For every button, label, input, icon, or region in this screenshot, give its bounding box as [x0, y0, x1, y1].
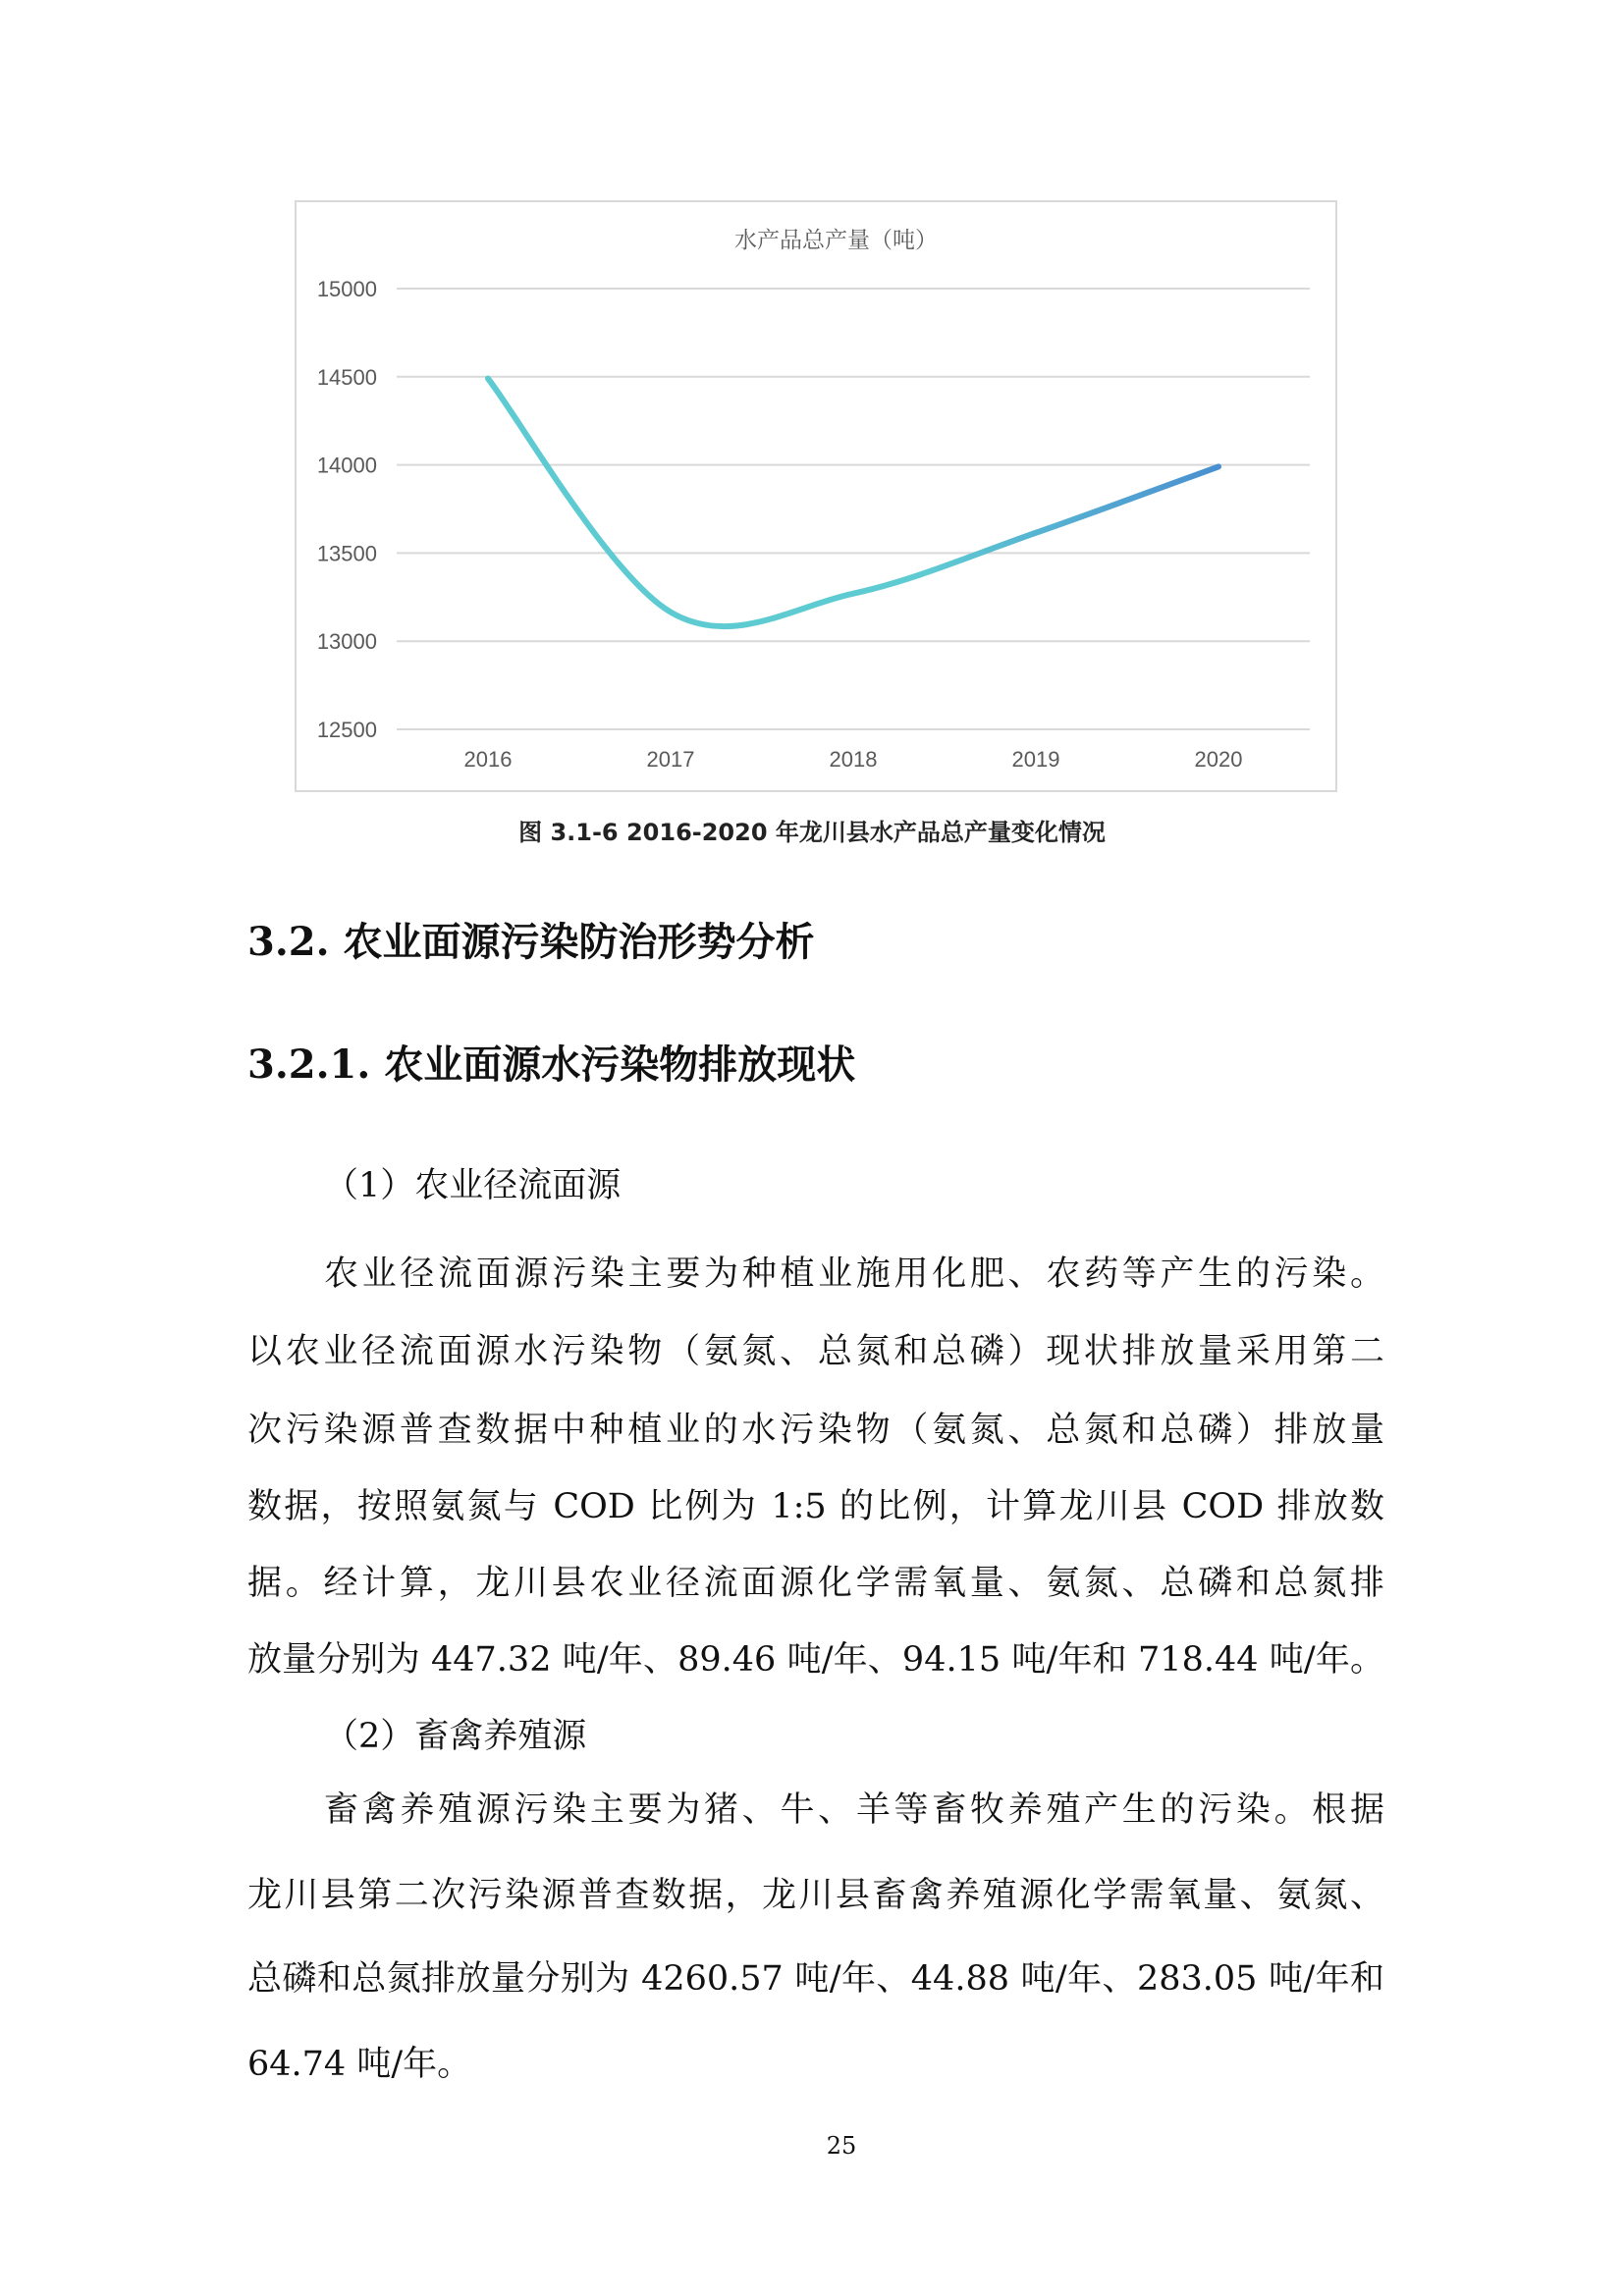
- y-tick-label: 15000: [316, 277, 377, 301]
- y-tick-label: 14000: [316, 453, 377, 478]
- x-tick-label: 2016: [463, 747, 513, 772]
- paragraph-line: 数据，按照氨氮与 COD 比例为 1:5 的比例，计算龙川县 COD 排放数: [247, 1487, 1384, 1526]
- series-line: [488, 379, 1218, 627]
- line-chart: [295, 200, 1337, 792]
- section-heading: 3.2. 农业面源污染防治形势分析: [247, 919, 815, 965]
- figure-caption: 图 3.1-6 2016-2020 年龙川县水产品总产量变化情况: [518, 819, 1106, 846]
- y-tick-label: 12500: [316, 718, 377, 742]
- paragraph-line: 64.74 吨/年。: [247, 2045, 472, 2084]
- y-tick-label: 14500: [316, 364, 377, 390]
- paragraph-line: 畜禽养殖源污染主要为猪、牛、羊等畜牧养殖产生的污染。根据: [324, 1790, 1384, 1830]
- legend-label: 水产品总产量（吨）: [734, 228, 938, 253]
- paragraph-line: 以农业径流面源水污染物（氨氮、总氮和总磷）现状排放量采用第二: [247, 1332, 1384, 1371]
- x-tick-label: 2019: [1011, 747, 1060, 772]
- x-tick-label: 2017: [646, 747, 695, 772]
- y-tick-label: 13000: [316, 629, 377, 655]
- paragraph-line: 放量分别为 447.32 吨/年、89.46 吨/年、94.15 吨/年和 718.44 吨/年。: [247, 1640, 1384, 1680]
- item-title-1: （1）农业径流面源: [324, 1166, 622, 1205]
- paragraph-line: 据。经计算，龙川县农业径流面源化学需氧量、氨氮、总磷和总氮排: [247, 1564, 1384, 1603]
- paragraph-line: 农业径流面源污染主要为种植业施用化肥、农药等产生的污染。: [324, 1255, 1384, 1294]
- chart-svg: [297, 202, 1339, 794]
- x-tick-label: 2020: [1194, 747, 1243, 772]
- x-tick-label: 2018: [829, 747, 878, 772]
- paragraph-line: 龙川县第二次污染源普查数据，龙川县畜禽养殖源化学需氧量、氨氮、: [247, 1876, 1384, 1915]
- subsection-heading: 3.2.1. 农业面源水污染物排放现状: [247, 1041, 856, 1088]
- y-tick-label: 13500: [316, 541, 377, 566]
- page-number: 25: [826, 2132, 857, 2160]
- paragraph-line: 次污染源普查数据中种植业的水污染物（氨氮、总氮和总磷）排放量: [247, 1411, 1384, 1450]
- item-title-2: （2）畜禽养殖源: [324, 1717, 587, 1756]
- paragraph-line: 总磷和总氮排放量分别为 4260.57 吨/年、44.88 吨/年、283.05 吨/年和: [247, 1959, 1384, 1999]
